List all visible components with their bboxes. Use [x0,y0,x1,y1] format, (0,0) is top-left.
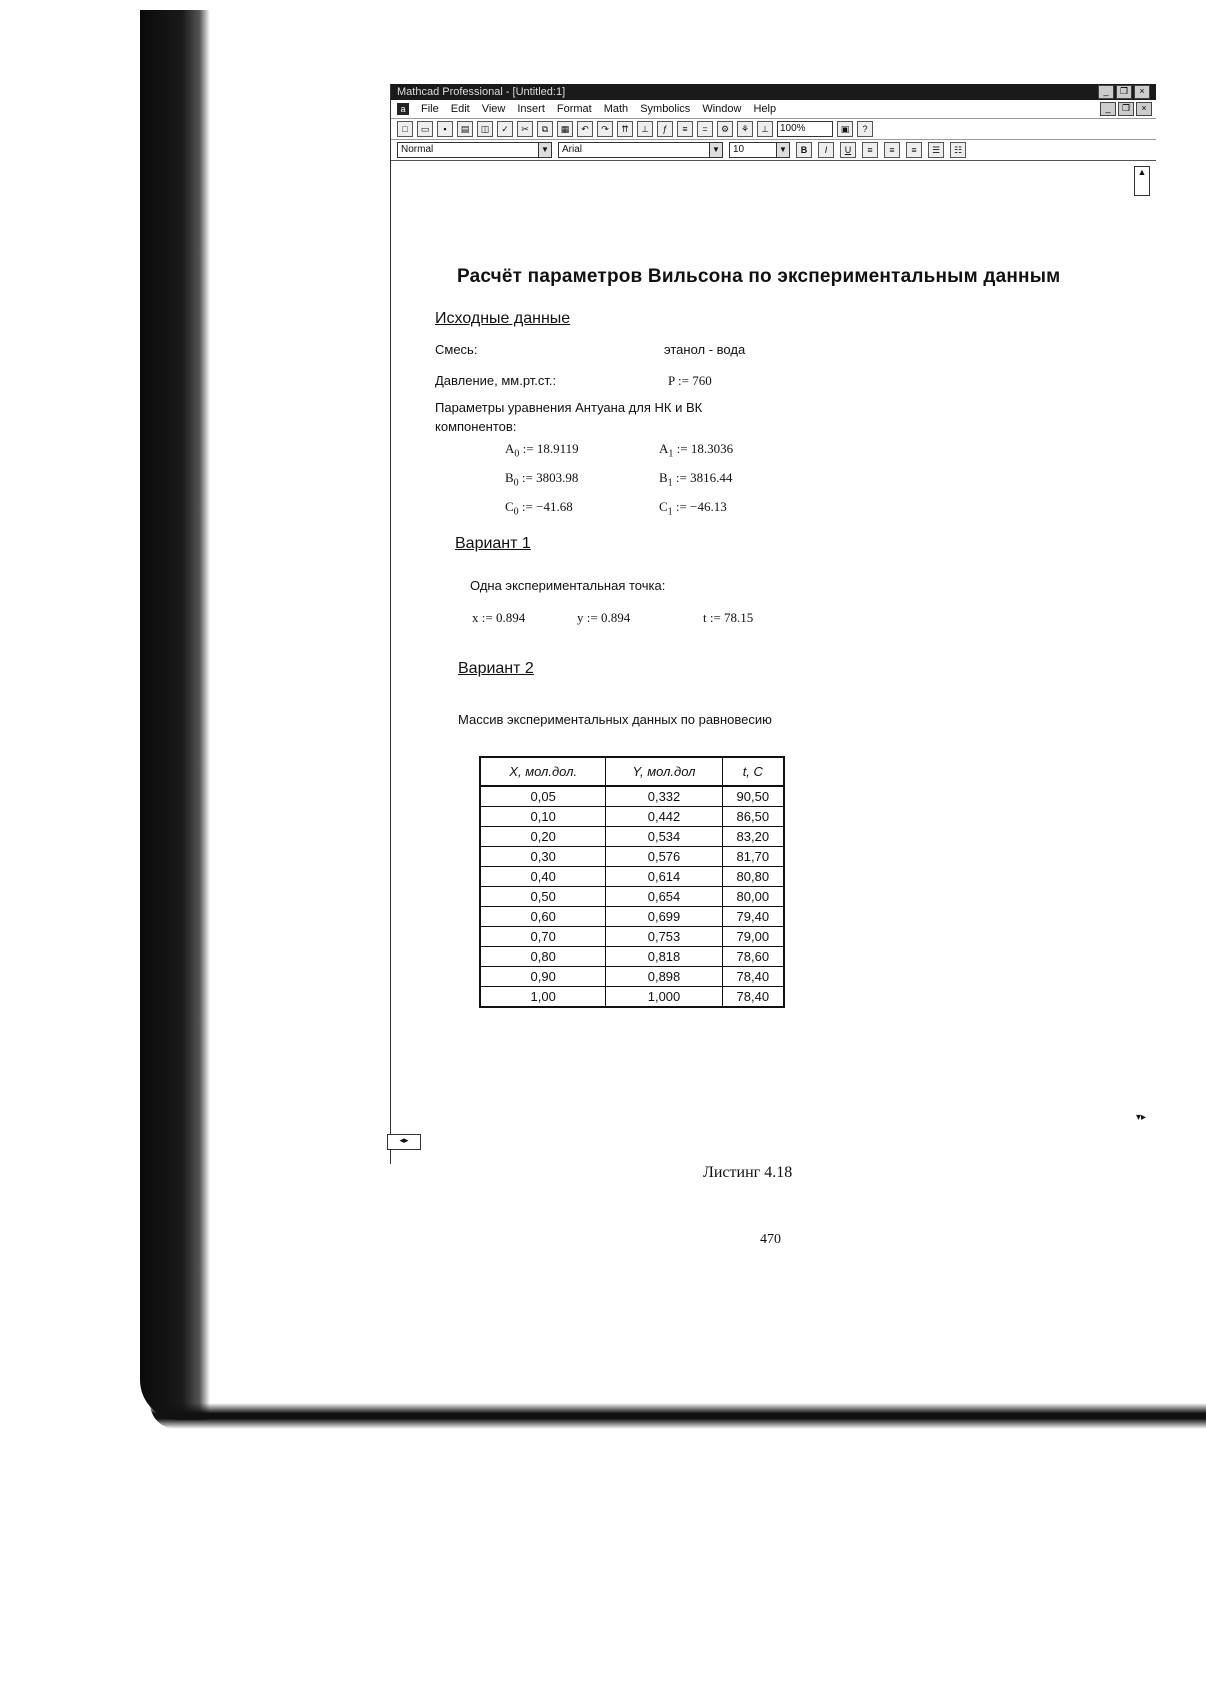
antoine-label-line2: компонентов: [435,419,517,434]
antoine-c0-value: := −41.68 [521,499,573,514]
col-header-x: X, мол.дол. [480,757,606,786]
cell-t[interactable]: 83,20 [722,827,784,847]
align-icon[interactable]: ⇈ [617,121,633,137]
antoine-c1[interactable] [659,499,727,518]
cell-y[interactable]: 0,818 [606,947,722,967]
table-row [480,887,784,907]
antoine-b0-value: := 3803.98 [521,470,579,485]
formatting-toolbar [391,140,1156,161]
cell-x[interactable]: 0,60 [480,907,606,927]
resource-center-icon[interactable]: ▣ [837,121,853,137]
font-size-select[interactable] [729,142,790,158]
pressure-label: Давление, мм.рт.ст.: [435,373,557,388]
doc-close-button[interactable]: × [1136,102,1152,116]
cell-x[interactable]: 1,00 [480,987,606,1008]
table-row [480,786,784,807]
menu-help[interactable]: Help [753,103,777,115]
style-select-value: Normal [401,144,434,155]
antoine-b0-subscript: 0 [513,477,519,489]
standard-toolbar [391,119,1156,140]
scan-shadow-bottom [150,1403,1206,1429]
source-data-section: Исходные данные [435,310,571,327]
menu-bar [391,100,1156,119]
scroll-left-button[interactable]: ◂▸ [387,1134,421,1150]
cell-x[interactable]: 0,30 [480,847,606,867]
menu-window[interactable]: Window [702,103,742,115]
bullets-icon[interactable]: ☰ [928,142,944,158]
antoine-b1-value: := 3816.44 [675,470,733,485]
table-row [480,827,784,847]
font-select-value: Arial [562,144,583,155]
numbering-icon[interactable]: ☷ [950,142,966,158]
scroll-up-button[interactable]: ▲ [1134,166,1150,196]
undo-icon[interactable]: ↶ [577,121,593,137]
table-row [480,927,784,947]
cell-x[interactable]: 0,50 [480,887,606,907]
antoine-b1-subscript: 1 [667,477,673,489]
menu-insert[interactable]: Insert [517,103,545,115]
cell-y[interactable]: 0,753 [606,927,722,947]
antoine-c1-subscript: 1 [667,506,673,518]
align-left-icon[interactable]: ≡ [862,142,878,158]
menu-symbolics[interactable]: Symbolics [640,103,691,115]
variant2-title: Вариант 2 [458,660,534,677]
variant1-t[interactable]: t := 78.15 [703,610,754,625]
antoine-a1-value: := 18.3036 [676,441,734,456]
cell-y[interactable]: 0,576 [606,847,722,867]
document-icon[interactable]: a [397,103,409,115]
antoine-a1-symbol: A [659,441,669,456]
variant1-description: Одна экспериментальная точка: [470,578,666,593]
save-icon[interactable]: ▪ [437,121,453,137]
antoine-c0-symbol: C [505,499,514,514]
zoom-select[interactable]: 100% [777,121,833,137]
function-icon[interactable]: ƒ [657,121,673,137]
cell-t[interactable]: 80,80 [722,867,784,887]
col-header-y: Y, мол.дол [606,757,722,786]
chevron-down-icon[interactable]: ▼ [538,143,551,157]
align-center-icon[interactable]: ≡ [884,142,900,158]
spell-check-icon[interactable]: ✓ [497,121,513,137]
cell-y[interactable]: 0,332 [606,786,722,807]
cell-t[interactable]: 90,50 [722,786,784,807]
chevron-down-icon[interactable]: ▼ [776,143,789,157]
cell-x[interactable]: 0,90 [480,967,606,987]
cell-t[interactable]: 80,00 [722,887,784,907]
variant1-x[interactable]: x := 0.894 [472,610,526,625]
redo-icon[interactable]: ↷ [597,121,613,137]
mixture-label: Смесь: [435,342,478,357]
underline-icon[interactable]: U [840,142,856,158]
table-header-row [480,757,784,786]
antoine-b0[interactable] [505,470,578,489]
window-title: Mathcad Professional - [Untitled:1] [397,86,566,98]
variant2-description: Массив экспериментальных данных по равновесию [458,712,772,727]
variant1-title: Вариант 1 [455,535,531,552]
pressure-value[interactable]: P := 760 [668,373,712,388]
cell-y[interactable]: 0,898 [606,967,722,987]
antoine-c0[interactable] [505,499,573,518]
table-row [480,847,784,867]
cell-x[interactable]: 0,70 [480,927,606,947]
doc-restore-button[interactable]: ❐ [1118,102,1134,116]
cell-t[interactable]: 78,60 [722,947,784,967]
menu-edit[interactable]: Edit [450,103,470,115]
copy-icon[interactable]: ⧉ [537,121,553,137]
equilibrium-table[interactable] [479,756,785,1008]
insert-icon[interactable]: ⊥ [637,121,653,137]
cell-y[interactable]: 0,534 [606,827,722,847]
unit-icon[interactable]: ≡ [677,121,693,137]
new-icon[interactable]: □ [397,121,413,137]
chevron-down-icon[interactable]: ▼ [709,143,722,157]
antoine-a0-subscript: 0 [514,448,520,460]
table-row [480,947,784,967]
print-preview-icon[interactable]: ◫ [477,121,493,137]
restore-button[interactable]: ❐ [1116,85,1132,99]
antoine-c1-value: := −46.13 [675,499,727,514]
resource-icon[interactable]: ⚘ [737,121,753,137]
table-row [480,807,784,827]
worksheet-heading: Расчёт параметров Вильсона по экспериментальным данным [457,266,1061,287]
cell-t[interactable]: 78,40 [722,987,784,1008]
antoine-a0-symbol: A [505,441,515,456]
cell-y[interactable]: 0,654 [606,887,722,907]
menu-math[interactable]: Math [603,103,629,115]
style-select[interactable] [397,142,552,158]
cell-t[interactable]: 86,50 [722,807,784,827]
antoine-c0-subscript: 0 [513,506,519,518]
doc-minimize-button[interactable]: _ [1100,102,1116,116]
cell-x[interactable]: 0,20 [480,827,606,847]
cell-x[interactable]: 0,80 [480,947,606,967]
help-icon[interactable]: ? [857,121,873,137]
page-number: 470 [760,1232,781,1247]
antoine-a1[interactable] [659,441,733,460]
font-size-value: 10 [733,144,745,155]
antoine-b0-symbol: B [505,470,514,485]
print-icon[interactable]: ▤ [457,121,473,137]
antoine-c1-symbol: C [659,499,668,514]
antoine-a0-value: := 18.9119 [522,441,579,456]
table-row [480,867,784,887]
antoine-a0[interactable] [505,441,579,460]
bold-icon[interactable]: B [796,142,812,158]
component-icon[interactable]: ⚙ [717,121,733,137]
listing-caption: Листинг 4.18 [703,1164,793,1181]
cell-x[interactable]: 0,05 [480,786,606,807]
antoine-a1-subscript: 1 [668,448,674,460]
italic-icon[interactable]: I [818,142,834,158]
cell-y[interactable]: 0,442 [606,807,722,827]
col-header-t: t, C [722,757,784,786]
menu-view[interactable]: View [481,103,506,115]
cell-x[interactable]: 0,40 [480,867,606,887]
scan-shadow-left [140,10,210,1420]
antoine-b1[interactable] [659,470,732,489]
graph-icon[interactable]: ⊥ [757,121,773,137]
cell-t[interactable]: 81,70 [722,847,784,867]
cell-y[interactable]: 1,000 [606,987,722,1008]
table-row [480,907,784,927]
cell-t[interactable]: 79,40 [722,907,784,927]
font-select[interactable] [558,142,723,158]
cell-t[interactable]: 78,40 [722,967,784,987]
align-right-icon[interactable]: ≡ [906,142,922,158]
scroll-down-button[interactable]: ▾▸ [1136,1112,1147,1123]
antoine-label-line1: Параметры уравнения Антуана для НК и ВК [435,400,703,415]
antoine-b1-symbol: B [659,470,668,485]
title-bar [391,84,1156,100]
calculate-icon[interactable]: = [697,121,713,137]
table-row [480,967,784,987]
cut-icon[interactable]: ✂ [517,121,533,137]
close-button[interactable]: × [1134,85,1150,99]
minimize-button[interactable]: _ [1098,85,1114,99]
variant1-y[interactable]: y := 0.894 [577,610,631,625]
cell-x[interactable]: 0,10 [480,807,606,827]
mixture-value: этанол - вода [664,342,746,357]
menu-file[interactable]: File [421,103,439,115]
cell-t[interactable]: 79,00 [722,927,784,947]
open-icon[interactable]: ▭ [417,121,433,137]
cell-y[interactable]: 0,699 [606,907,722,927]
paste-icon[interactable]: ▦ [557,121,573,137]
menu-format[interactable]: Format [556,103,592,115]
cell-y[interactable]: 0,614 [606,867,722,887]
table-row [480,987,784,1008]
